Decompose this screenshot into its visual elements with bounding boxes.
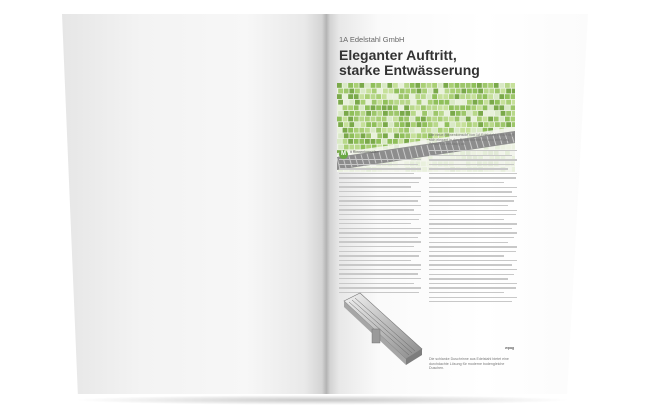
text-line (339, 196, 421, 197)
text-line (429, 278, 508, 279)
text-line (339, 191, 421, 192)
text-line (429, 297, 517, 298)
title-line-1: Eleganter Auftritt, (339, 47, 457, 63)
text-line (339, 264, 421, 265)
text-line (339, 186, 411, 187)
text-line (429, 264, 512, 265)
text-line (429, 187, 517, 188)
text-line (429, 292, 504, 293)
text-line (429, 255, 504, 256)
text-line (339, 251, 421, 252)
body-text-lines (429, 150, 517, 302)
text-line (339, 214, 421, 215)
photo-caption: Die neue Rinnenkonsole von 1A Edelstahl GmbH fügt sich elegant in das Badambiente ein und leitet das Wasser zuverlässig ab. (429, 133, 515, 147)
text-line (429, 228, 512, 229)
text-line (429, 150, 517, 151)
text-line (429, 219, 504, 220)
author-signature: wpag (505, 346, 515, 350)
text-line (339, 241, 421, 242)
text-line (429, 260, 517, 261)
drop-cap: M (341, 151, 346, 157)
text-line (429, 242, 508, 243)
text-line (339, 168, 421, 169)
text-column-left (339, 150, 421, 296)
text-line (429, 191, 512, 192)
text-line (429, 287, 516, 288)
text-line (339, 237, 418, 238)
article-title (339, 48, 480, 78)
text-line (339, 223, 411, 224)
text-line (339, 177, 421, 178)
text-line (339, 182, 419, 183)
text-line (429, 237, 514, 238)
text-line (429, 274, 514, 275)
text-line (429, 214, 516, 215)
text-line (339, 260, 411, 261)
title-line-2: starke Entwässerung (339, 62, 480, 78)
text-line (429, 182, 504, 183)
text-line (429, 232, 517, 233)
text-line (339, 159, 421, 160)
text-line (339, 164, 418, 165)
text-line (429, 177, 516, 178)
company-name: 1A Edelstahl GmbH (339, 35, 405, 44)
text-line (429, 283, 517, 284)
page-gutter (322, 14, 330, 394)
text-column-right (429, 150, 517, 306)
text-line (339, 278, 421, 279)
lead-text: it Rinnenkonsolen (350, 150, 379, 154)
text-line (339, 255, 419, 256)
text-line (429, 210, 517, 211)
text-line (429, 251, 516, 252)
text-line (339, 273, 418, 274)
text-line (429, 168, 508, 169)
text-line (339, 173, 414, 174)
text-line (339, 209, 414, 210)
spread-shadow (72, 395, 572, 405)
text-line (429, 223, 517, 224)
text-line (429, 159, 517, 160)
body-text-lines (339, 159, 421, 293)
text-line (429, 246, 517, 247)
text-line (429, 155, 512, 156)
text-line (339, 219, 419, 220)
text-line (429, 164, 514, 165)
text-line (339, 228, 421, 229)
drain-channel-icon (338, 287, 426, 375)
text-line (429, 205, 508, 206)
text-line (339, 232, 421, 233)
text-line (339, 200, 418, 201)
text-line (429, 196, 517, 197)
text-line (339, 205, 421, 206)
text-line (429, 269, 517, 270)
text-line (339, 283, 414, 284)
text-line (339, 246, 414, 247)
text-line (429, 200, 514, 201)
product-caption: Die schlanke Duschrinne aus Edelstahl bietet eine durchdachte Lösung für moderne bodengleiche Duschen. (429, 357, 509, 371)
text-line (429, 173, 517, 174)
text-line (429, 301, 512, 302)
text-line (339, 269, 421, 270)
left-page (62, 14, 326, 394)
